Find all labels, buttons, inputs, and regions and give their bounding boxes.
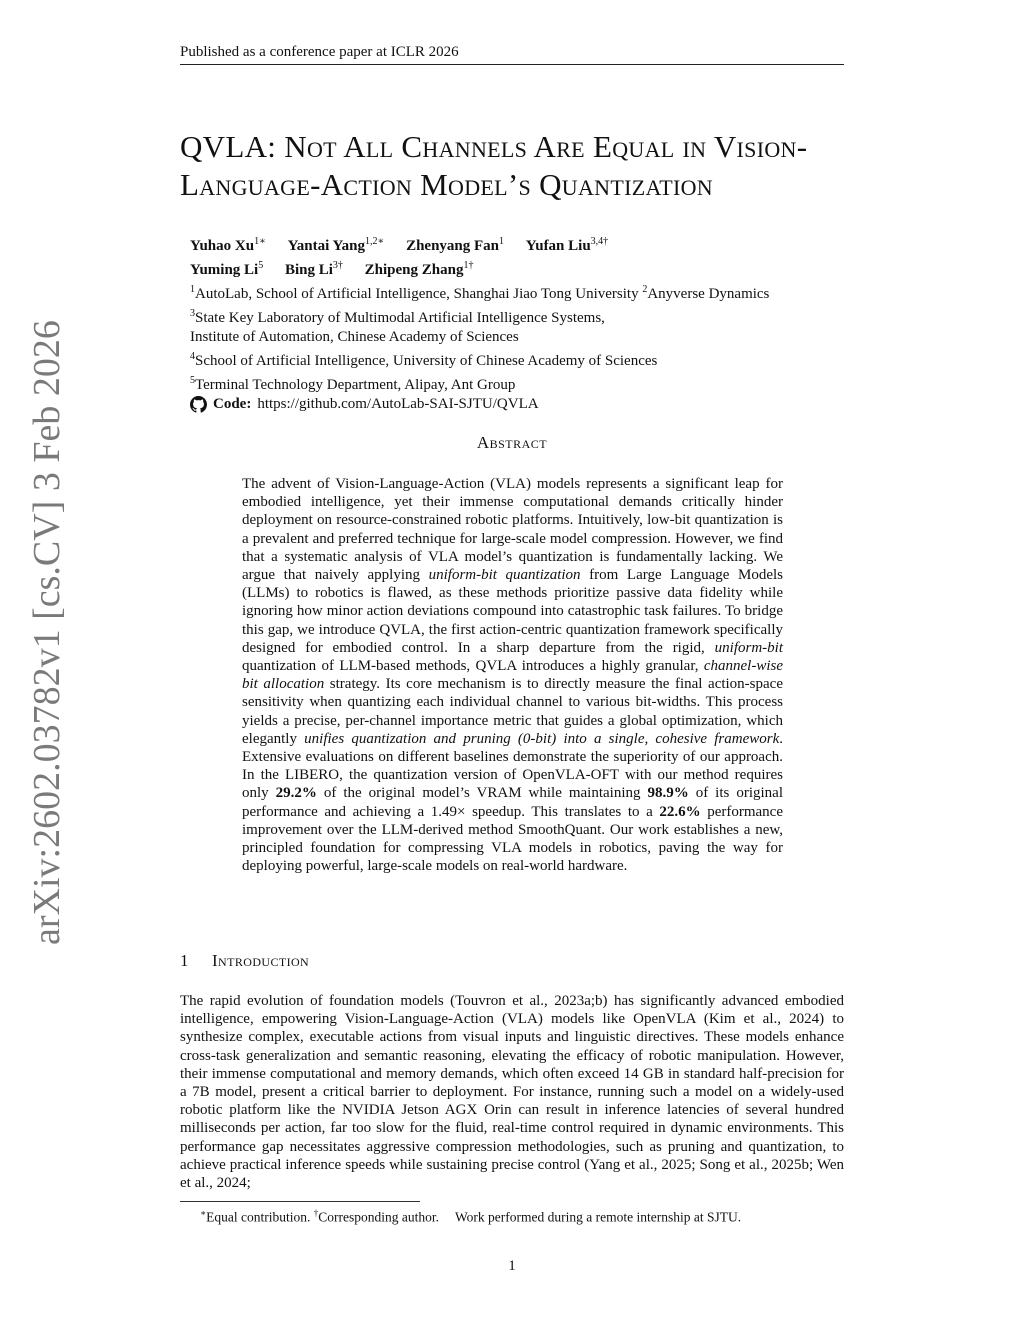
code-link-row (190, 395, 850, 414)
affiliation-3: $^3$State Key Laboratory of Multimodal Artificial Intelligence Systems, (190, 308, 605, 326)
author-mark: 1 (499, 236, 505, 247)
author-row-1 (190, 232, 850, 256)
affiliation-3-continued: Institute of Automation, Chinese Academy of Sciences (190, 329, 519, 345)
section-number: 1 (180, 951, 189, 970)
title-line-2: Language-Action Model’s Quantization (180, 167, 713, 202)
title-line-1: QVLA: Not All Channels Are Equal in Vision- (180, 129, 808, 164)
author-row-2 (190, 256, 850, 280)
section-heading-introduction (180, 951, 309, 971)
author-name: Yantai Yang (287, 238, 366, 254)
author-name: Zhenyang Fan (406, 238, 500, 254)
abstract-text: The advent of Vision-Language-Action (VLA) models represents a significant leap for embodied intelligence, yet their immense computational demands critically hinder deployment on resource-constrained robotic platforms. Intuitively, low-bit quantization is a prevalent and preferred technique for large-scale model compression. However, we find that a systematic analysis of VLA model’s quantization is fundamentally lacking. We argue that naively applying uniform-bit quantization from Large Language Models (LLMs) to robotics is flawed, as these methods prioritize passive data fidelity while ignoring how minor action deviations compound into catastrophic task failures. To bridge this gap, we introduce QVLA, the first action-centric quantization framework specifically designed for embodied control. In a sharp departure from the rigid, uniform-bit quantization of LLM-based methods, QVLA introduces a highly granular, channel-wise bit allocation strategy. Its core mechanism is to directly measure the final action-space sensitivity when quantizing each individual channel to various bit-widths. This process yields a precise, per-channel importance metric that guides a global optimization, which elegantly unifies quantization and pruning (0-bit) into a single, cohesive framework. Extensive evaluations on different baselines demonstrate the superiority of our approach. In the LIBERO, the quantization version of OpenVLA-OFT with our method requires only 29.2% of the original model’s VRAM while maintaining 98.9% of its original performance and achieving a 1.49× speedup. This translates to a 22.6% performance improvement over the LLM-derived method SmoothQuant. Our work establishes a new, principled foundation for compressing VLA models in robotics, paving the way for deploying powerful, large-scale models on real-world hardware. (242, 476, 783, 875)
author-mark: 3† (332, 260, 343, 271)
introduction-paragraph: The rapid evolution of foundation models (Touvron et al., 2023a;b) has significantly advanced embodied intelligence, empowering Vision-Language-Action (VLA) models like OpenVLA (Kim et al., 2024) to synthesize complex, executable actions from visual inputs and linguistic directives. These models enhance cross-task generalization and semantic reasoning, elevating the efficacy of robotic manipulation. However, their immense computational and memory demands, which often exceed 14 GB in standard half-precision for a 7B model, present a critical barrier to deployment. For instance, running such a model on a widely-used robotic platform like the NVIDIA Jetson AGX Orin can result in inference latencies of several hundred milliseconds per action, far too slow for the fluid, real-time control required in dynamic environments. This performance gap necessitates aggressive compression methodologies, such as pruning and quantization, to achieve practical inference speeds while sustaining precise control (Yang et al., 2025; Song et al., 2025b; Wen et al., 2024; (180, 993, 844, 1192)
author-name: Yuming Li (190, 262, 259, 278)
footnote-divider (180, 1201, 420, 1202)
author-mark: 5 (258, 260, 264, 271)
author-block (190, 232, 850, 414)
abstract-heading: Abstract (476, 433, 548, 452)
author-mark: 1,2∗ (365, 236, 385, 247)
section-title: Introduction (212, 951, 310, 970)
affiliation-5: $^5$Terminal Technology Department, Alipay, Ant Group (190, 375, 516, 393)
author-mark: 1† (463, 260, 474, 271)
author-name: Yufan Liu (525, 238, 591, 254)
paper-title (180, 128, 850, 204)
affiliation-1-2: $^1$AutoLab, School of Artificial Intelligence, Shanghai Jiao Tong University $^2$Anyverse Dynamics (190, 284, 770, 302)
page-number: 1 (508, 1258, 516, 1274)
affiliation-4: $^4$School of Artificial Intelligence, University of Chinese Academy of Sciences (190, 351, 658, 369)
arxiv-identifier-stamp[interactable]: arXiv:2602.03782v1 [cs.CV] 3 Feb 2026 (26, 320, 68, 945)
author-name: Zhipeng Zhang (364, 262, 464, 278)
author-name: Bing Li (284, 262, 333, 278)
code-label: Code: (213, 396, 252, 412)
code-url-link[interactable]: https://github.com/AutoLab-SAI-SJTU/QVLA (257, 396, 539, 412)
github-icon (190, 396, 207, 413)
author-mark: 1∗ (254, 236, 266, 247)
author-name: Yuhao Xu (190, 238, 255, 254)
footnote: ∗Equal contribution. †Corresponding author. Work performed during a remote internship at SJTU. (200, 1208, 742, 1225)
author-mark: 3,4† (590, 236, 609, 247)
running-header: Published as a conference paper at ICLR 2026 (180, 44, 844, 65)
